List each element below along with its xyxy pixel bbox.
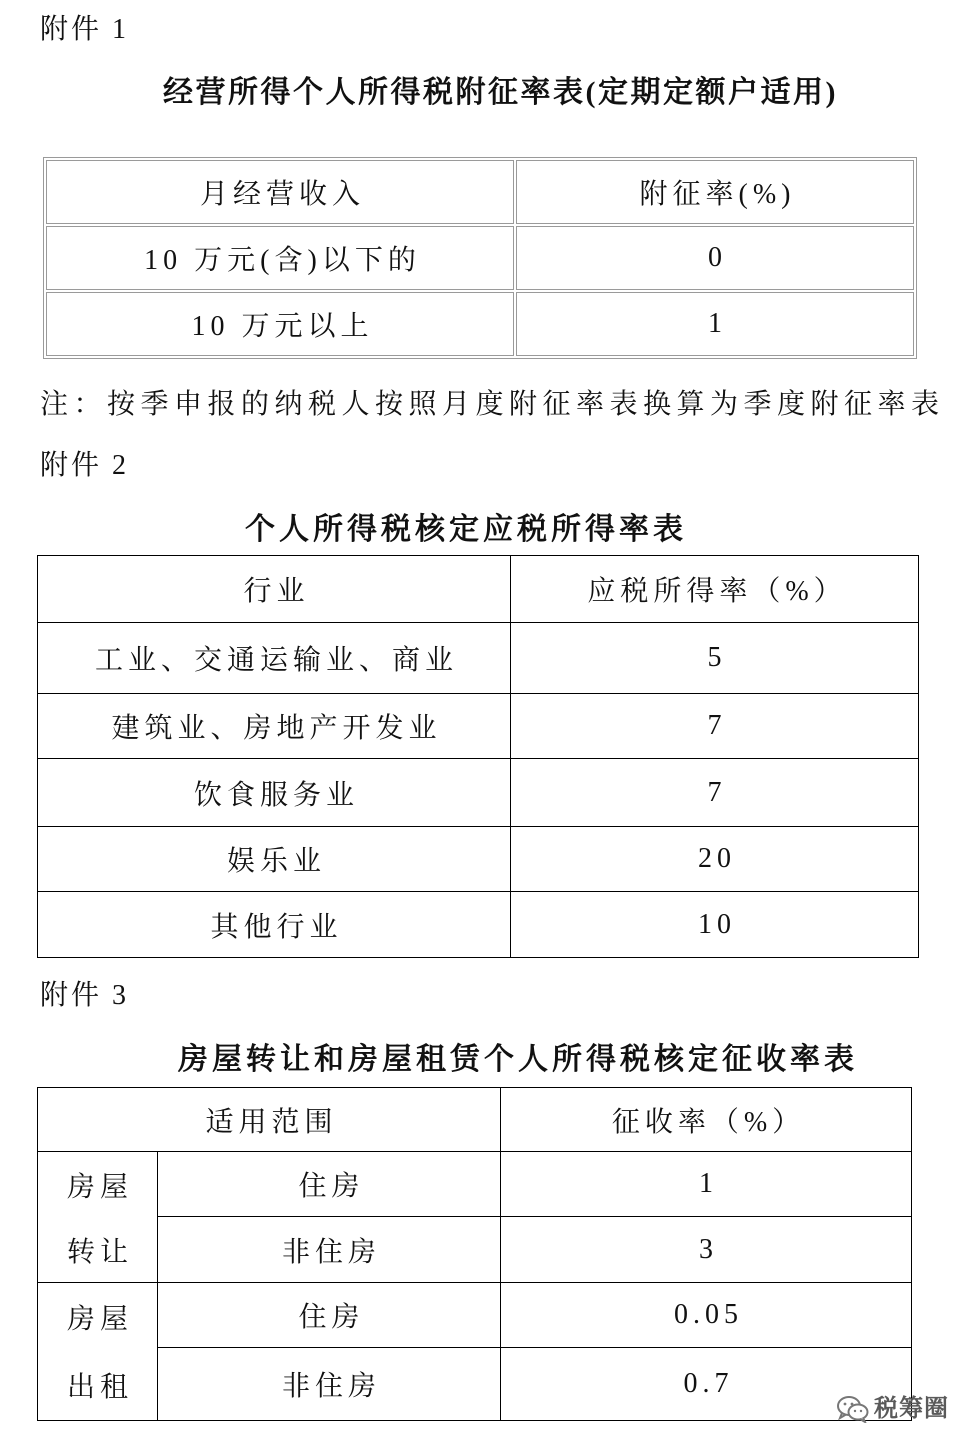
attachment-2-label: 附件 2: [40, 450, 130, 481]
table-row: [46, 292, 914, 356]
table-row: [38, 1152, 912, 1217]
attachment-2-title: 个人所得税核定应税所得率表: [245, 513, 687, 546]
taxable-income-rate-table: [37, 555, 919, 958]
group-label-rental: [38, 1283, 158, 1421]
group-label-line: 转让: [66, 1236, 133, 1268]
table-header-row: [38, 1088, 912, 1152]
table-row: [38, 623, 919, 694]
table-row: [38, 1217, 912, 1283]
housing-type-cell: 住房: [158, 1283, 501, 1348]
industry-cell: 其他行业: [38, 892, 511, 958]
header-monthly-income: 月经营收入: [46, 160, 514, 224]
rate-cell: 0: [516, 226, 914, 290]
attachment-3-label: 附件 3: [40, 980, 130, 1011]
income-cell: 10 万元以上: [46, 292, 514, 356]
housing-type-cell: 非住房: [158, 1217, 501, 1283]
attachment-3-title: 房屋转让和房屋租赁个人所得税核定征收率表: [178, 1043, 858, 1076]
table-row: [46, 226, 914, 290]
table-row: [38, 1348, 912, 1421]
group-label-line: 房屋: [66, 1171, 133, 1203]
header-levy-rate: 征收率（%）: [501, 1088, 912, 1152]
rate-cell: 0.05: [501, 1283, 912, 1348]
group-label-line: 出租: [66, 1371, 133, 1403]
table-row: [38, 892, 919, 958]
group-label-transfer: [38, 1152, 158, 1283]
industry-cell: 娱乐业: [38, 827, 511, 892]
header-taxable-rate: 应税所得率（%）: [511, 556, 919, 623]
rate-cell: 10: [511, 892, 919, 958]
header-surcharge-rate: 附征率(%): [516, 160, 914, 224]
header-industry: 行业: [38, 556, 511, 623]
housing-type-cell: 非住房: [158, 1348, 501, 1421]
industry-cell: 建筑业、房地产开发业: [38, 694, 511, 759]
industry-cell: 饮食服务业: [38, 759, 511, 827]
attachment-1-label: 附件 1: [40, 14, 130, 45]
income-cell: 10 万元(含)以下的: [46, 226, 514, 290]
group-label-line: 房屋: [66, 1303, 133, 1335]
industry-cell: 工业、交通运输业、商业: [38, 623, 511, 694]
table-row: [38, 1283, 912, 1348]
rate-cell: 0.7: [501, 1348, 912, 1421]
housing-levy-rate-table: [37, 1087, 912, 1421]
rate-cell: 3: [501, 1217, 912, 1283]
wechat-icon: [836, 1395, 870, 1428]
rate-cell: 5: [511, 623, 919, 694]
rate-cell: 1: [516, 292, 914, 356]
rate-cell: 20: [511, 827, 919, 892]
surcharge-rate-table: [43, 157, 917, 359]
rate-cell: 7: [511, 694, 919, 759]
attachment-1-note: 注：按季申报的纳税人按照月度附征率表换算为季度附征率表: [40, 389, 945, 420]
housing-type-cell: 住房: [158, 1152, 501, 1217]
header-scope: 适用范围: [38, 1088, 501, 1152]
table-header-row: [38, 556, 919, 623]
watermark-text: 税筹圈: [874, 1394, 949, 1422]
table-row: [38, 759, 919, 827]
table-header-row: [46, 160, 914, 224]
rate-cell: 1: [501, 1152, 912, 1217]
table-row: [38, 694, 919, 759]
attachment-1-title: 经营所得个人所得税附征率表(定期定额户适用): [163, 76, 838, 109]
table-row: [38, 827, 919, 892]
rate-cell: 7: [511, 759, 919, 827]
